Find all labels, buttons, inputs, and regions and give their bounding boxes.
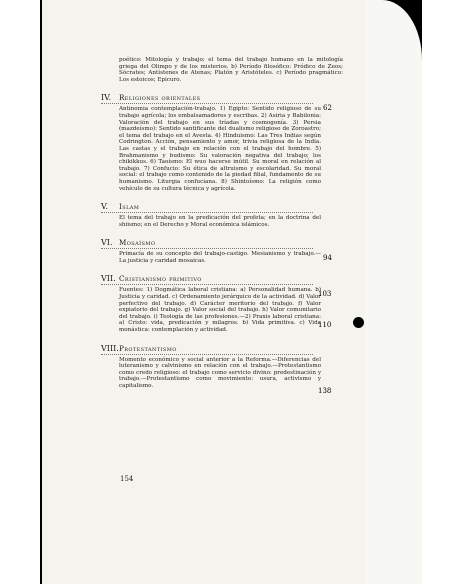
chapter-number: V. <box>101 202 108 212</box>
table-of-contents <box>101 57 343 390</box>
page-number-v: 94 <box>323 254 332 262</box>
chapter-description: Primacía de su concepto del trabajo-castigo. Mesianismo y trabajo.—La justicia y caridad mosaicas. <box>119 251 321 264</box>
lead-paragraph: poético: Mitología y trabajo; el tema del trabajo humano en la mitología griega del Olimpo y de los misterios. b) Período filosófico: Pródico de Zeos; Sócrates; Antístenes de Atenas; Platón y Aristóteles. c) Período pragmático: Los estoicos; Epicuro. <box>119 57 343 83</box>
toc-entry-vii <box>101 273 343 333</box>
chapter-description: Momento económico y social anterior a la Reforma.—Diferencias del luteranismo y calvinismo en relación con el trabajo.—Protestantismo como credo religioso: el trabajo como servicio divino: predestinación y trabajo.—Protestantismo como movimiento: usura, activismo y capitalismo. <box>119 356 321 389</box>
page-number-vi: 103 <box>318 290 332 298</box>
page-number-viii: 138 <box>318 387 332 395</box>
chapter-description: Antinomia contemplación-trabajo. 1) Egipto: Sentido religioso de su trabajo agrícola; los embalsamadores y escribas. 2) Asiria y Babilonia: Valoración del trabajo en sus tríadas y cosmogonía. 3) Persia (mazdeísmo): Sentido santificante del dualismo religioso de Zoroastro; el tema del trabajo en el Avesta. 4) Hinduismo: Las Tres Indias según Codrington. Acción, pensamiento y amor, trivia religiosa de la India. Las castas y el trabajo en relación con el trabajo del hombre. 5) Brahmanismo y budismo: Su valoración negativa del trabajo; los chikikkus. 6) Taoísmo: El wuo hacerse inútil. Su moral en relación al trabajo. 7) Confucio: Su ética de altruismo y escolaridad. Su moral social: el trabajo como contenido de la piedad filial, fundamento de su humanismo. Liturgia confuciana. 8) Shintoísmo: La religión como vehículo de su cultura técnica y agrícola. <box>119 106 321 192</box>
chapter-title: Protestantismo <box>119 343 177 353</box>
chapter-number: VIII. <box>101 343 119 353</box>
chapter-title: Mosaísmo <box>119 238 156 248</box>
toc-entry-viii <box>101 343 343 390</box>
chapter-number: VI. <box>101 238 113 248</box>
chapter-description: Fuentes: 1) Dogmática laboral cristiana: a) Personalidad humana. b) Justicia y caridad. c) Ordenamiento jerárquico de la actividad. d) Valor perfectivo del trabajo. d) Carácter meritorio del trabajo. f) Valor expiatorio del trabajo. g) Valor social del trabajo. h) Valor comunitario del trabajo. i) Teología de las profesiones.—2) Praxis laboral cristiana: a) Cristo: vida, predicación y milagros. b) Vida primitiva. c) Vida monástica: contemplación y actividad. <box>119 287 321 334</box>
page-number-vii: 110 <box>318 321 332 329</box>
chapter-title: Islam <box>119 202 140 212</box>
binding-hole <box>353 317 364 328</box>
toc-entry-heading <box>101 92 313 104</box>
chapter-description: El tema del trabajo en la predicación del profeta; en la doctrina del shiismo; en el Derecho y Moral económica islámicos. <box>119 215 321 228</box>
adjacent-page-edge <box>365 0 422 584</box>
chapter-title: Religiones orientales <box>119 93 201 103</box>
toc-entry-heading <box>101 201 313 213</box>
toc-entry-heading <box>101 237 313 249</box>
chapter-number: VII. <box>101 274 116 284</box>
toc-entry-vi <box>101 237 343 264</box>
toc-entry-v <box>101 201 343 228</box>
toc-entry-heading <box>101 343 313 355</box>
toc-entry-iv <box>101 92 343 192</box>
folio-number: 154 <box>120 475 134 483</box>
page-number-iv: 62 <box>323 104 332 112</box>
chapter-number: IV. <box>101 93 112 103</box>
toc-entry-heading <box>101 273 313 285</box>
chapter-title: Cristianismo primitivo <box>119 274 202 284</box>
